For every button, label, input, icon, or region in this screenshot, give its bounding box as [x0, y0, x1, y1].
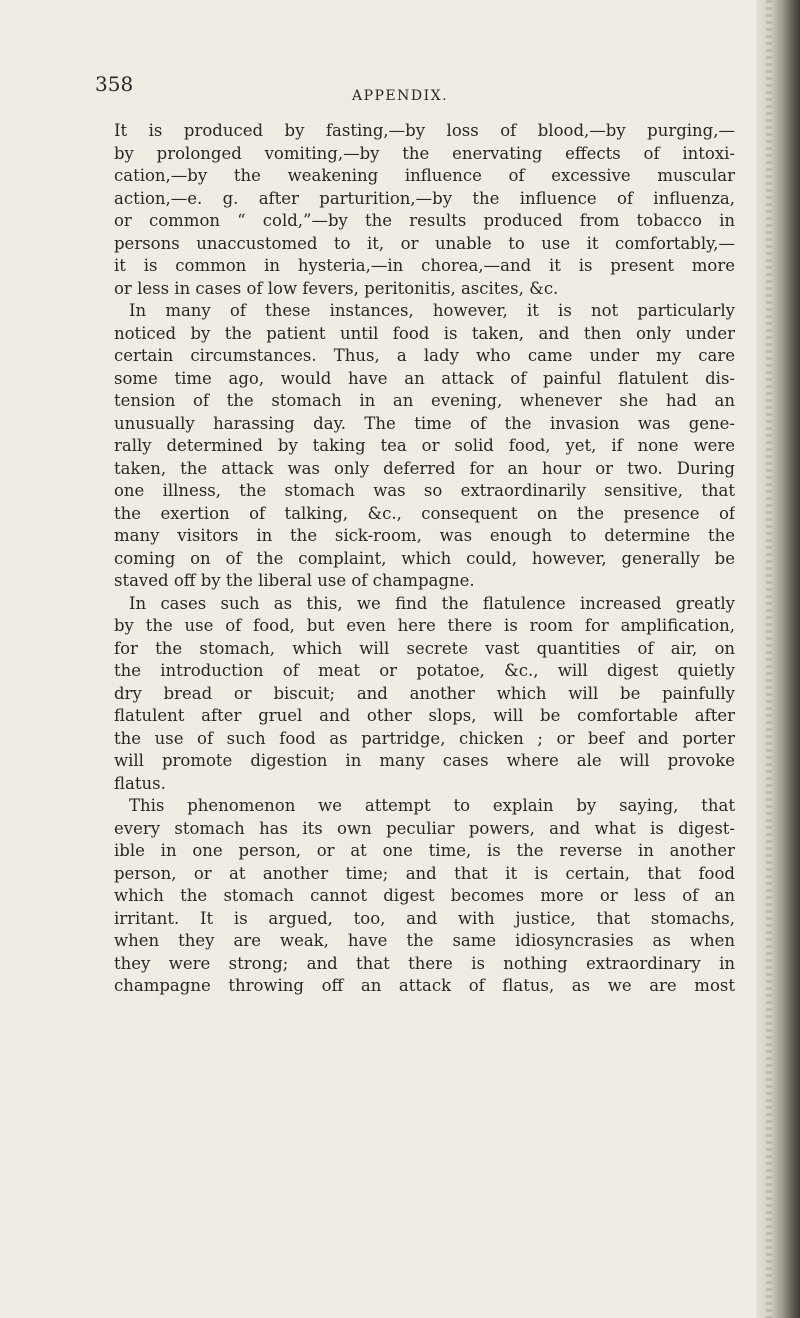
text-line: some time ago, would have an attack of painful flatulent dis-	[114, 368, 735, 388]
text-line: or less in cases of low fevers, peritonitis, ascites, &c.	[114, 278, 559, 298]
text-line: flatus.	[114, 773, 166, 793]
page-binding-edge	[756, 0, 800, 1318]
text-line: by the use of food, but even here there is room for amplification,	[114, 616, 735, 635]
paragraph	[114, 300, 735, 593]
text-line: many visitors in the sick-room, was enough to determine the	[114, 526, 735, 545]
body-text	[114, 120, 735, 998]
text-line: champagne throwing off an attack of flatus, as we are most	[114, 976, 735, 995]
text-line: for the stomach, which will secrete vast quantities of air, on	[114, 638, 735, 658]
text-line: action,—e. g. after parturition,—by the influence of influenza,	[114, 188, 735, 208]
running-head: APPENDIX.	[351, 88, 449, 104]
text-line: This phenomenon we attempt to explain by saying, that	[129, 796, 735, 815]
text-line: noticed by the patient until food is taken, and then only under	[114, 323, 735, 343]
text-line: taken, the attack was only deferred for an hour or two. During	[114, 458, 735, 478]
text-line: rally determined by taking tea or solid food, yet, if none were	[114, 436, 735, 455]
paragraph	[114, 593, 735, 796]
text-line: In cases such as this, we find the flatulence increased greatly	[129, 593, 735, 613]
text-line: cation,—by the weakening influence of excessive muscular	[114, 166, 735, 185]
text-line: person, or at another time; and that it is certain, that food	[114, 863, 735, 883]
text-line: tension of the stomach in an evening, whenever she had an	[114, 391, 735, 410]
text-line: staved off by the liberal use of champagne.	[114, 571, 475, 590]
text-line: every stomach has its own peculiar powers, and what is digest-	[114, 818, 735, 838]
text-line: ible in one person, or at one time, is the reverse in another	[114, 841, 735, 860]
text-line: by prolonged vomiting,—by the enervating effects of intoxi-	[114, 143, 735, 163]
text-line: the introduction of meat or potatoe, &c., will digest quietly	[114, 661, 735, 680]
text-line: coming on of the complaint, which could, however, generally be	[114, 548, 735, 568]
text-line: certain circumstances. Thus, a lady who came under my care	[114, 346, 735, 365]
text-line: persons unaccustomed to it, or unable to use it comfortably,—	[114, 233, 735, 253]
text-line: It is produced by fasting,—by loss of blood,—by purging,—	[114, 121, 735, 140]
text-line: In many of these instances, however, it is not particularly	[129, 301, 735, 320]
text-line: will promote digestion in many cases where ale will provoke	[114, 751, 735, 770]
text-line: flatulent after gruel and other slops, will be comfortable after	[114, 706, 735, 725]
text-line: the exertion of talking, &c., consequent on the presence of	[114, 503, 735, 523]
text-line: the use of such food as partridge, chicken ; or beef and porter	[114, 728, 735, 748]
text-line: unusually harassing day. The time of the invasion was gene-	[114, 413, 735, 433]
paragraph	[114, 795, 735, 998]
text-line: or common “ cold,”—by the results produced from tobacco in	[114, 211, 735, 230]
text-line: they were strong; and that there is nothing extraordinary in	[114, 953, 735, 973]
paragraph	[114, 120, 735, 300]
text-line: which the stomach cannot digest becomes more or less of an	[114, 886, 735, 905]
text-line: when they are weak, have the same idiosyncrasies as when	[114, 931, 735, 950]
text-line: dry bread or biscuit; and another which will be painfully	[114, 683, 735, 703]
text-line: it is common in hysteria,—in chorea,—and it is present more	[114, 256, 735, 275]
text-line: irritant. It is argued, too, and with justice, that stomachs,	[114, 908, 735, 928]
text-line: one illness, the stomach was so extraordinarily sensitive, that	[114, 481, 735, 500]
page-number: 358	[95, 72, 134, 96]
